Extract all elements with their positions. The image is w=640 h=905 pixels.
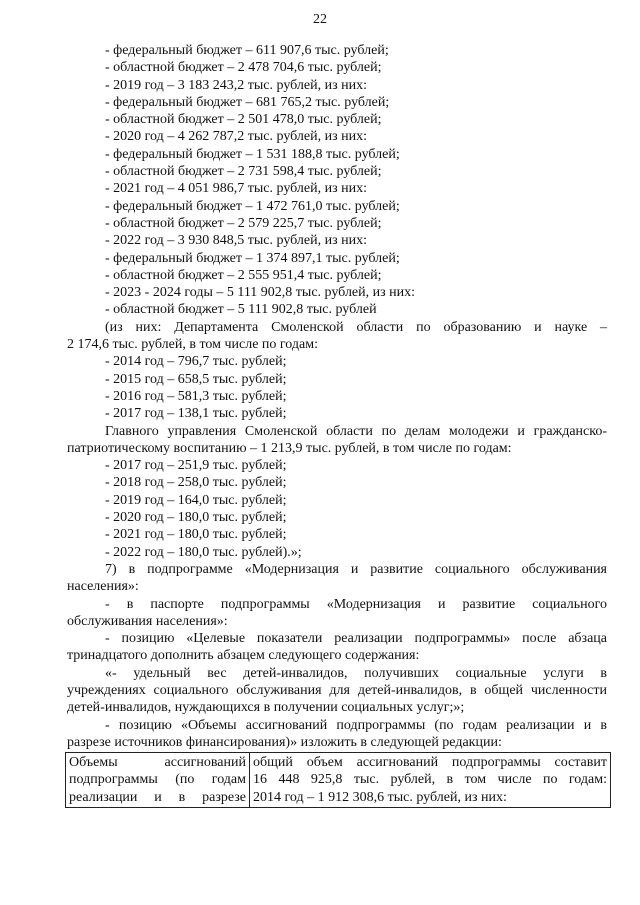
position2-line2: разрезе источников финансирования)» изложить в следующей редакции:: [67, 734, 502, 750]
item7-line1: 7) в подпрограмме «Модернизация и развитие социального обслуживания: [105, 561, 607, 577]
gu-youth-line1: Главного управления Смоленской области по делам молодежи и гражданско-: [105, 423, 607, 439]
quote-line3: детей-инвалидов, нуждающихся в получении социальных услуг;»;: [67, 700, 465, 716]
funding-line: - 2021 год – 4 051 986,7 тыс. рублей, из них:: [105, 181, 368, 197]
table-left-line: реализации и в разрезе: [69, 789, 246, 805]
page-number: 22: [313, 12, 327, 27]
table-right-line: 2014 год – 1 912 308,6 тыс. рублей, из них:: [253, 789, 507, 805]
document-body: [67, 42, 607, 808]
year-line: - 2014 год – 796,7 тыс. рублей;: [105, 354, 287, 370]
funding-line: - областной бюджет – 2 501 478,0 тыс. рублей;: [105, 112, 382, 128]
gu-youth-line2: патриотическому воспитанию – 1 213,9 тыс. рублей, в том числе по годам:: [67, 440, 512, 456]
position1-line1: - позицию «Целевые показатели реализации подпрограммы» после абзаца: [105, 631, 607, 647]
dept-education-line2: 2 174,6 тыс. рублей, в том числе по годам:: [67, 337, 318, 353]
year-line: - 2019 год – 164,0 тыс. рублей;: [105, 492, 287, 508]
position2-line1: - позицию «Объемы ассигнований подпрограммы (по годам реализации и в: [105, 717, 607, 733]
item7-line2: населения»:: [67, 579, 139, 595]
year-line: - 2016 год – 581,3 тыс. рублей;: [105, 388, 287, 404]
year-line: - 2018 год – 258,0 тыс. рублей;: [105, 475, 287, 491]
funding-line: - федеральный бюджет – 1 374 897,1 тыс. рублей;: [105, 250, 400, 266]
funding-list-a: [67, 42, 607, 319]
funding-line: - 2023 - 2024 годы – 5 111 902,8 тыс. рублей, из них:: [105, 285, 416, 301]
funding-list-b: [67, 353, 607, 422]
table-right-line: общий объем ассигнований подпрограммы составит: [253, 755, 607, 771]
quote-line2: учреждениях социального обслуживания для детей-инвалидов, в общей численности: [67, 682, 607, 698]
funding-line: - 2022 год – 3 930 848,5 тыс. рублей, из них:: [105, 233, 368, 249]
year-line: - 2017 год – 138,1 тыс. рублей;: [105, 406, 287, 422]
funding-line: - 2019 год – 3 183 243,2 тыс. рублей, из них:: [105, 77, 368, 93]
funding-line: - областной бюджет – 2 478 704,6 тыс. рублей;: [105, 60, 382, 76]
year-line: - 2022 год – 180,0 тыс. рублей).»;: [105, 544, 302, 560]
year-line: - 2017 год – 251,9 тыс. рублей;: [105, 458, 287, 474]
funding-line: - федеральный бюджет – 1 531 188,8 тыс. рублей;: [105, 146, 400, 162]
funding-line: - областной бюджет – 2 731 598,4 тыс. рублей;: [105, 164, 382, 180]
quote-line1: «- удельный вес детей-инвалидов, получивших социальные услуги в: [105, 665, 607, 681]
position1-line2: тринадцатого дополнить абзацем следующего содержания:: [67, 648, 420, 664]
funding-line: - 2020 год – 4 262 787,2 тыс. рублей, из них:: [105, 129, 368, 145]
funding-line: - федеральный бюджет – 611 907,6 тыс. рублей;: [105, 43, 389, 58]
year-line: - 2021 год – 180,0 тыс. рублей;: [105, 527, 287, 543]
year-line: - 2015 год – 658,5 тыс. рублей;: [105, 371, 287, 387]
table-row: [66, 753, 611, 808]
passport-line1: - в паспорте подпрограммы «Модернизация и развитие социального: [105, 596, 607, 612]
table-left-line: подпрограммы (по годам: [69, 772, 246, 788]
funding-list-c: [67, 457, 607, 561]
dept-education-line1: (из них: Департамента Смоленской области по образованию и науке –: [105, 319, 607, 335]
table-left-line: Объемы ассигнований: [69, 755, 246, 771]
funding-table: [65, 752, 611, 808]
table-right-cell: [250, 753, 611, 808]
funding-line: - федеральный бюджет – 1 472 761,0 тыс. рублей;: [105, 198, 400, 214]
funding-line: - федеральный бюджет – 681 765,2 тыс. рублей;: [105, 94, 390, 110]
funding-line: - областной бюджет – 5 111 902,8 тыс. рублей: [105, 302, 377, 318]
funding-line: - областной бюджет – 2 579 225,7 тыс. рублей;: [105, 215, 382, 231]
table-right-line: 16 448 925,8 тыс. рублей, в том числе по годам:: [253, 772, 607, 788]
year-line: - 2020 год – 180,0 тыс. рублей;: [105, 510, 287, 526]
funding-line: - областной бюджет – 2 555 951,4 тыс. рублей;: [105, 267, 382, 283]
passport-line2: обслуживания населения»:: [67, 613, 228, 629]
table-left-cell: [66, 753, 250, 808]
